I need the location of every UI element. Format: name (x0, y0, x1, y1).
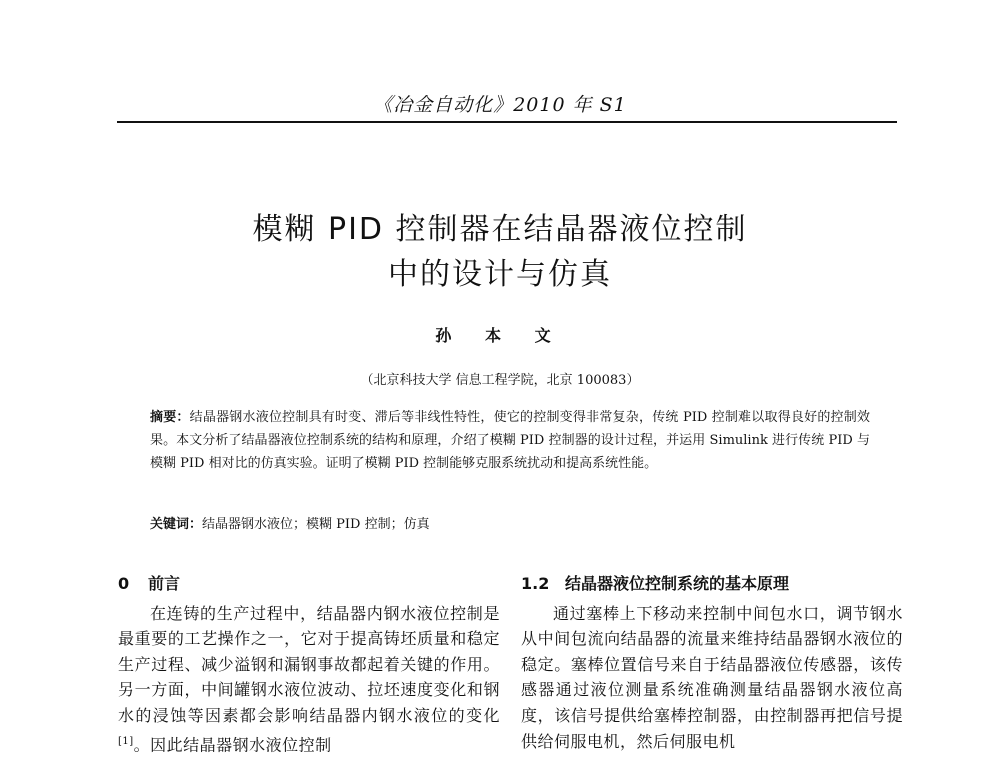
right-column (521, 571, 903, 754)
abstract (150, 406, 870, 475)
journal-header: 《冶金自动化》2010 年 S1 (373, 94, 627, 116)
section-0-paragraph (118, 601, 500, 758)
paper-title-line-1: 模糊 PID 控制器在结晶器液位控制 (252, 212, 748, 247)
section-1-2-title: 结晶器液位控制系统的基本原理 (565, 574, 790, 593)
header-rule (117, 121, 897, 123)
section-0-title: 前言 (148, 574, 181, 593)
section-1-2-paragraph: 通过塞棒上下移动来控制中间包水口，调节钢水从中间包流向结晶器的流量来维持结晶器钢水液位的稳定。塞棒位置信号来自于结晶器液位传感器，该传感器通过液位测量系统准确测量结晶器钢水液位高度，该信号提供给塞棒控制器，由控制器再把信号提供给伺服电机，然后伺服电机 (521, 603, 903, 751)
keywords (150, 513, 870, 532)
abstract-label: 摘要： (150, 410, 190, 425)
author: 孙 本 文 (435, 326, 565, 345)
keywords-label: 关键词： (150, 517, 203, 532)
section-0-number: 0 (118, 574, 130, 593)
keywords-text: 结晶器钢水液位；模糊 PID 控制；仿真 (202, 517, 430, 532)
citation-1[interactable]: [1] (118, 735, 134, 747)
section-0-text-after: 。因此结晶器钢水液位控制 (133, 734, 332, 754)
abstract-text: 结晶器钢水液位控制具有时变、滞后等非线性特性，使它的控制变得非常复杂，传统 PID 控制难以取得良好的控制效果。本文分析了结晶器液位控制系统的结构和原理，介绍了模糊 PID 控制器的设计过程，并运用 Simulink 进行传统 PID 与模糊 PID 相对比的仿真实验。证明了模糊 PID 控制能够克服系统扰动和提高系统性能。 (150, 410, 870, 471)
affiliation: （北京科技大学 信息工程学院，北京 100083） (360, 373, 640, 388)
section-0-text: 在连铸的生产过程中，结晶器内钢水液位控制是最重要的工艺操作之一，它对于提高铸坯质量和稳定生产过程、减少溢钢和漏钢事故都起着关键的作用。另一方面，中间罐钢水液位波动、拉坯速度变化和钢水的浸蚀等因素都会影响结晶器内钢水液位的变化 (118, 603, 500, 725)
section-1-2-heading (521, 571, 903, 597)
section-0-heading (118, 571, 500, 597)
left-column (118, 571, 500, 757)
section-1-2-number: 1.2 (521, 574, 550, 593)
paper-title-line-2: 中的设计与仿真 (388, 257, 612, 292)
